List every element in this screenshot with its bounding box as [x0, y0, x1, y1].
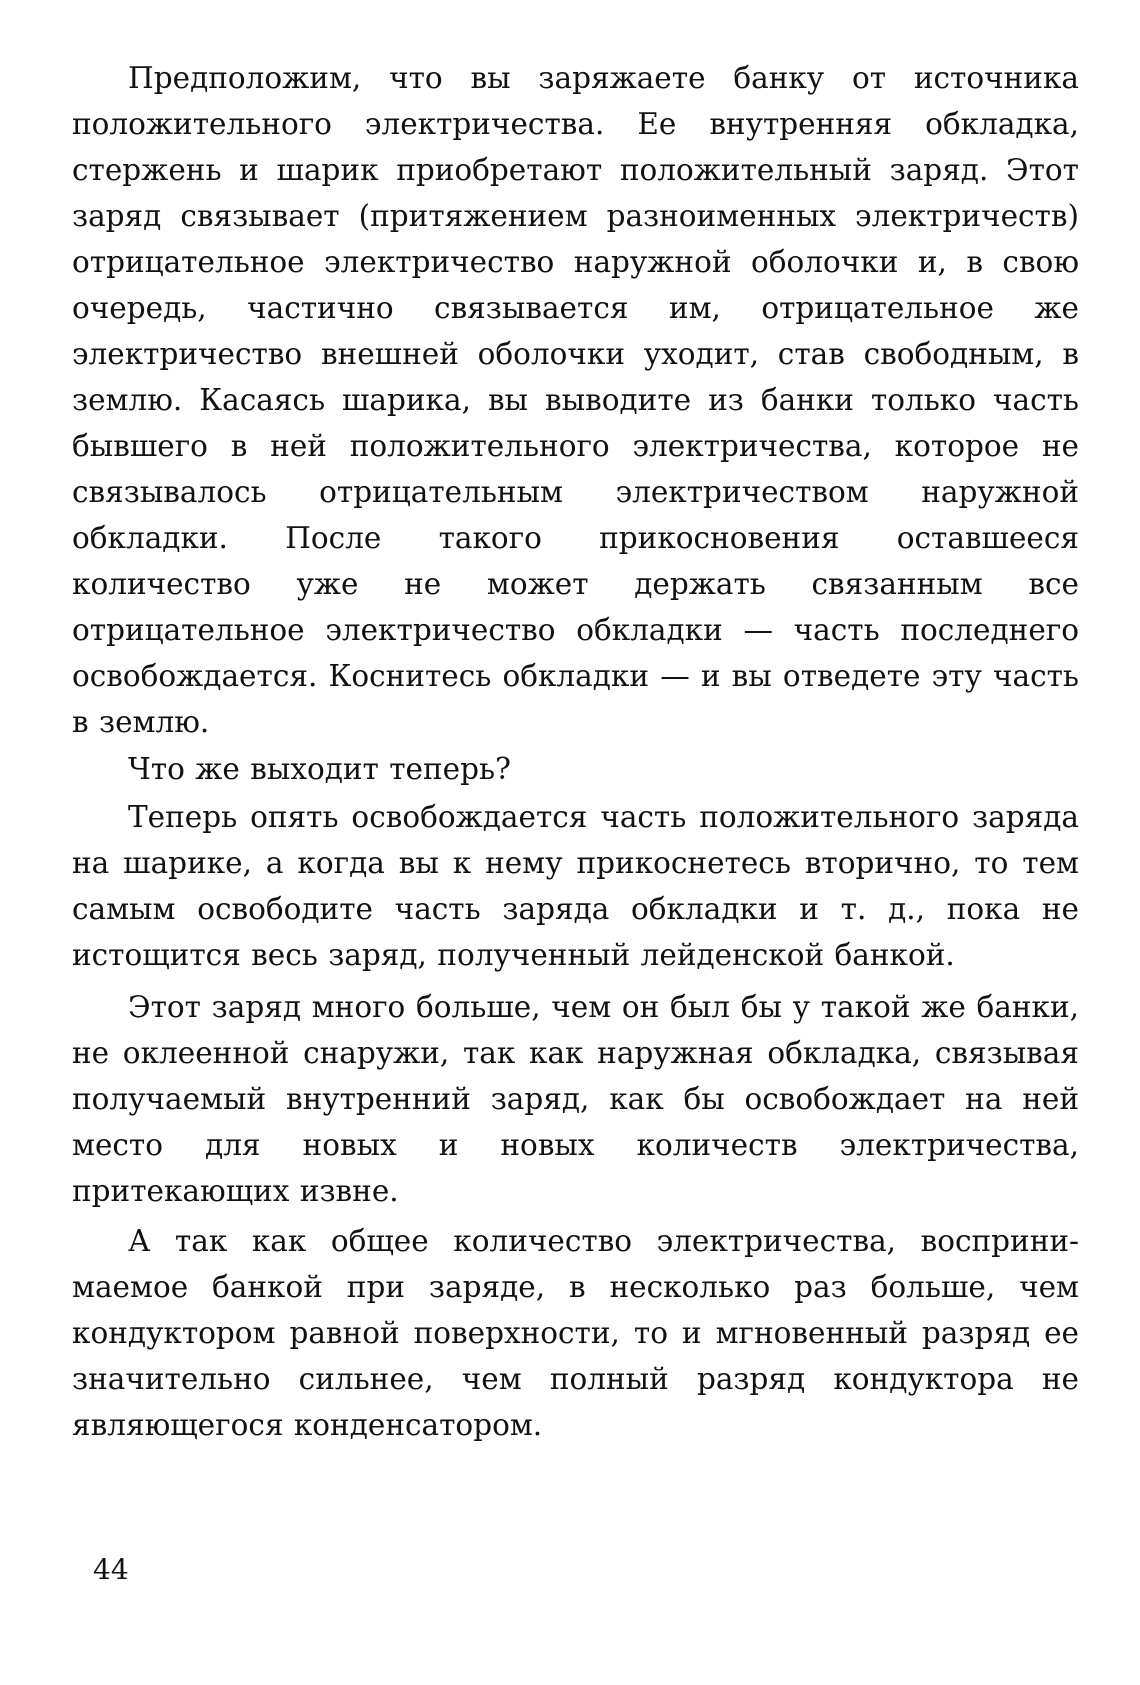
page-number: 44: [93, 1553, 129, 1586]
paragraph-discharge: Теперь опять освобождается часть положительного заряда на шарике, а когда вы к нему прикоснетесь вторично, то тем самым освободите часть заряда обкладки и т. д., пока не истощится весь заряд, полученный лейденской банкой.: [72, 800, 1079, 972]
body-text: [72, 55, 1079, 1448]
paragraph-question: Что же выходит теперь?: [128, 752, 511, 786]
paragraph-charging: Предположим, что вы заряжаете банку от источника положительного электричества. Ее внутренняя обкладка, стержень и шарик приобретают положительный заряд. Этот заряд связывает (притяжением разноименных электричеств) отрицательное электричество наружной оболочки и, в свою очередь, частично связывается им, отрицательное же электричество внешней оболочки уходит, став свободным, в землю. Касаясь шарика, вы выводите из банки только часть бывшего в ней положительного электричества, которое не связывалось отрицательным электричеством наружной обкладки. После такого прикосновения оставшееся количество уже не может держать связанным все отрицательное электричество обкладки — часть последнего освобождается. Коснитесь обкладки — и вы отведете эту часть в землю.: [72, 61, 1079, 739]
paragraph-capacity: Этот заряд много больше, чем он был бы у такой же банки, не оклеенной снаружи, так как наружная обкладка, связывая получаемый внутренний заряд, как бы освобождает на ней место для новых и новых количеств электричества, притекающих извне.: [72, 990, 1079, 1208]
paragraph-conclusion: А так как общее количество электричества, воспринимаемое банкой при заряде, в несколько раз больше, чем кондуктором равной поверхности, то и мгновенный разряд ее значительно сильнее, чем полный разряд кондуктора не являющегося конденсатором.: [72, 1224, 1079, 1442]
